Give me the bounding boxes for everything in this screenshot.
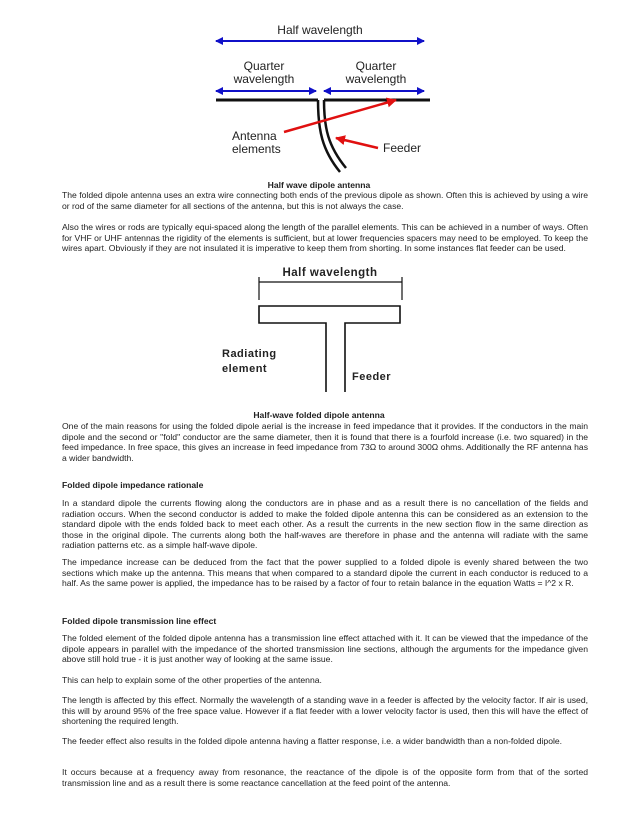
paragraph: This can help to explain some of the other properties of the antenna. <box>62 675 322 685</box>
paragraph: The folded element of the folded dipole antenna has a transmission line effect attached with it. It can be viewed that the impedance of the dipole appears in parallel with the impedance of the shorted transmission line sections, although the arguments for the impedance given above still hold true - it is just another way of looking at the same issue. <box>62 633 588 665</box>
folded-dipole-diagram <box>0 262 638 410</box>
paragraph: Also the wires or rods are typically equi-spaced along the length of the parallel elements. This can be achieved in a number of ways. Often for VHF or UHF antennas the rigidity of the elements is sufficient, but at lower frequencies spacers may need to be employed. To keep the wires apart. Obviously if they are not insulated it is imperative to keep them from shorting. In some instances flat feeder can be used. <box>62 222 588 254</box>
dipole-diagram <box>0 0 638 178</box>
feeder-wire-right <box>324 100 346 168</box>
feeder-arrow <box>336 138 378 148</box>
quarter-left-label-2: wavelength <box>233 72 295 86</box>
radiating-element-label-1: Radiating <box>222 348 277 360</box>
figure1-caption: Half wave dipole antenna <box>267 180 371 190</box>
section-heading: Folded dipole impedance rationale <box>62 480 204 490</box>
paragraph: The folded dipole antenna uses an extra wire connecting both ends of the previous dipole as shown. Often this is achieved by using a wire or rod of the same diameter for all sections of the antenna, but this is not always the case. <box>62 190 588 211</box>
paragraph: One of the main reasons for using the folded dipole aerial is the increase in feed impedance that it provides. If the conductors in the main dipole and the second or "fold" conductor are the same diameter, then it is found that there is a fourfold increase (i.e. two squared) in the feed impedance. In free space, this gives an increase in feed impedance from 73Ω to around 300Ω ohms. Additionally the RF antenna has a wider bandwidth. <box>62 421 588 463</box>
half-wavelength-label: Half wavelength <box>277 23 363 37</box>
section-heading: Folded dipole transmission line effect <box>62 616 217 626</box>
antenna-elements-label-2: elements <box>232 142 281 156</box>
quarter-left-label-1: Quarter <box>243 59 285 73</box>
antenna-elements-arrow <box>284 100 396 132</box>
paragraph: In a standard dipole the currents flowing along the conductors are in phase and as a result there is no cancellation of the fields and radiation occurs. When the second conductor is added to make the folded dipole antenna this can be considered as an extension to the standard dipole with the ends folded back to meet each other. As a result the currents in the new section flow in the same direction as those in the original dipole. The currents along both the half-waves are therefore in phase and the antenna will radiate with the same radiation patterns etc. as a simple half-wave dipole. <box>62 498 588 551</box>
paragraph: The feeder effect also results in the folded dipole antenna having a flatter response, i.e. a wider bandwidth than a non-folded dipole. <box>62 736 563 746</box>
quarter-right-label-2: wavelength <box>345 72 407 86</box>
feeder-label: Feeder <box>383 141 422 155</box>
quarter-right-label-1: Quarter <box>355 59 397 73</box>
feeder-label: Feeder <box>352 371 392 383</box>
paragraph: The impedance increase can be deduced from the fact that the power supplied to a folded dipole is evenly shared between the two sections which make up the antenna. This means that when compared to a standard dipole the current in each conductor is reduced to a half. As the same power is applied, the impedance has to be raised by a factor of four to retain balance in the equation Watts = I^2 x R. <box>62 557 588 589</box>
paragraph: It occurs because at a frequency away from resonance, the reactance of the dipole is of the opposite form from that of the sorted transmission line and as a result there is some reactance cancellation at the feed point of the antenna. <box>62 767 588 788</box>
figure2-caption: Half-wave folded dipole antenna <box>253 410 385 420</box>
radiating-element-label-2: element <box>222 363 268 375</box>
half-wavelength-label: Half wavelength <box>282 267 378 279</box>
paragraph: The length is affected by this effect. Normally the wavelength of a standing wave in a feeder is affected by the velocity factor. If air is used, this will by around 95% of the free space value. However if a flat feeder with a lower velocity factor is used, then this will have the effect of shortening the required length. <box>62 695 588 727</box>
antenna-elements-label-1: Antenna <box>232 129 277 143</box>
